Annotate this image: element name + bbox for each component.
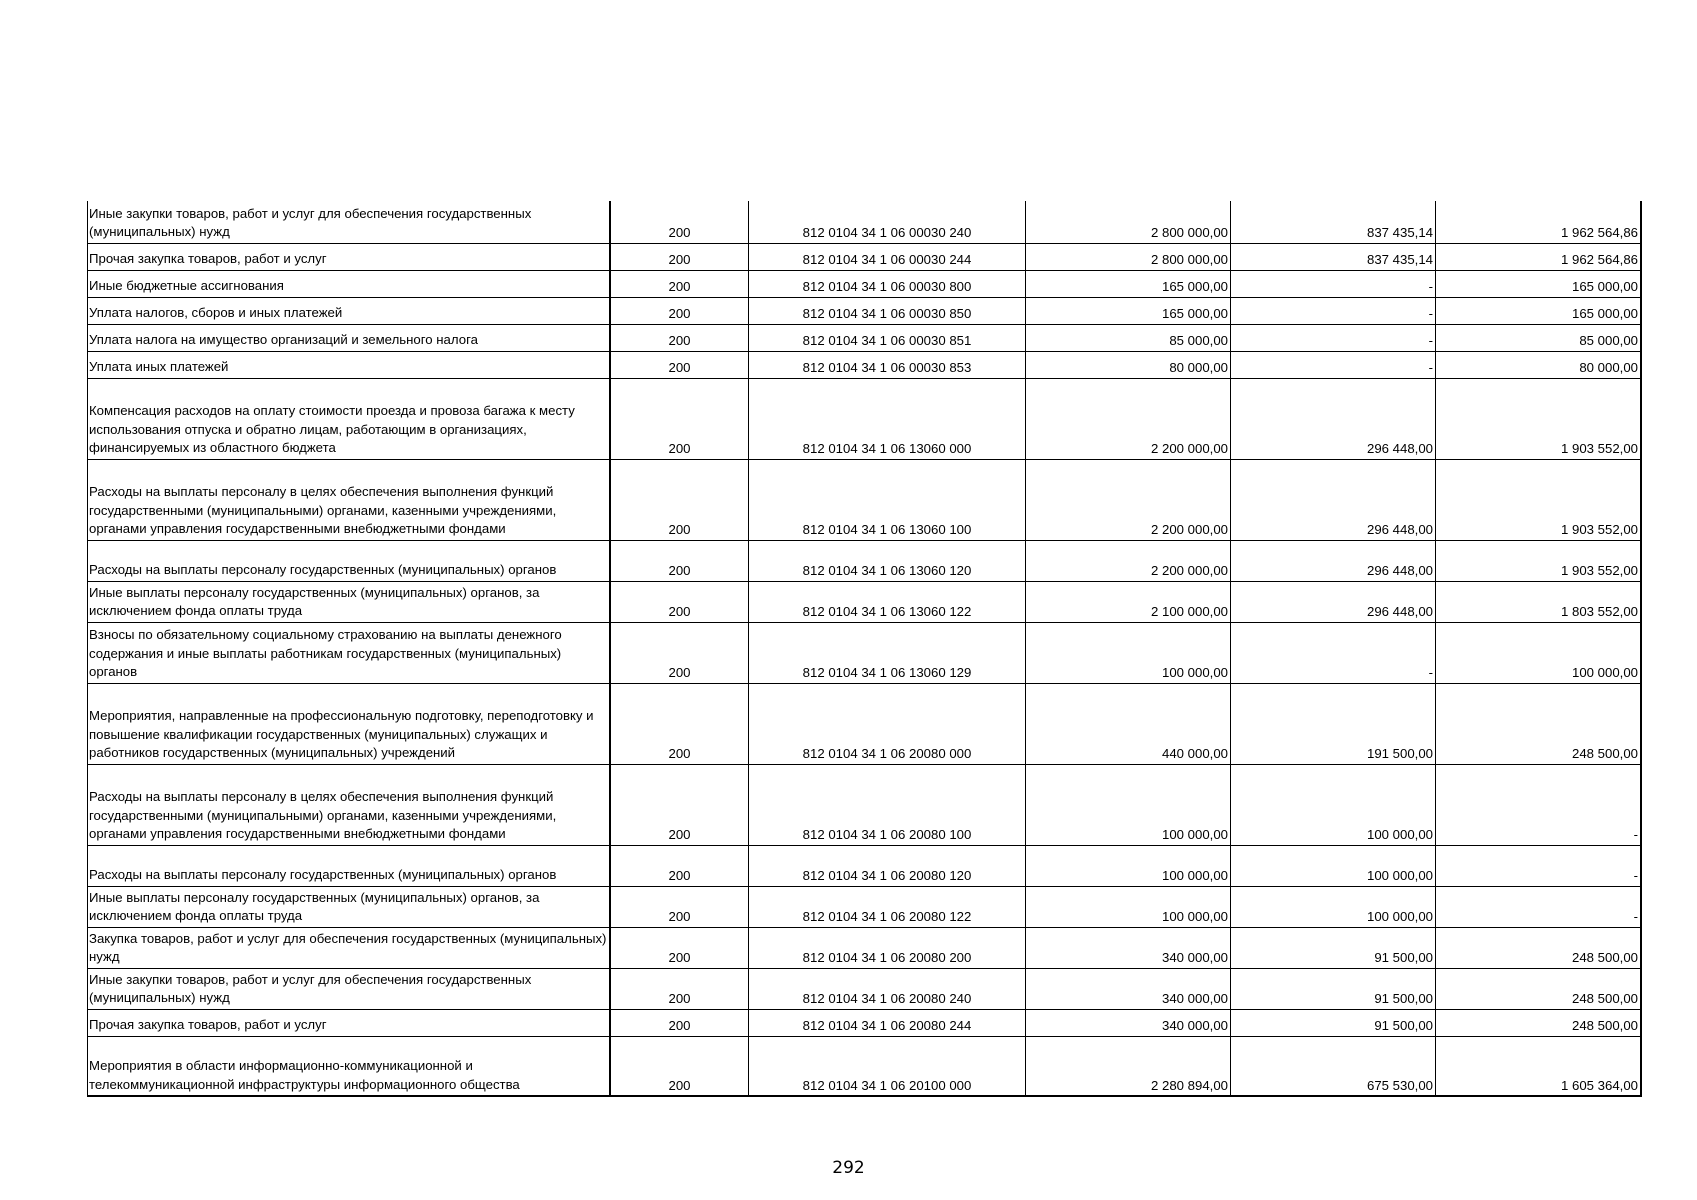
line-code-cell: 200 xyxy=(610,968,749,1009)
approved-amount-cell: 165 000,00 xyxy=(1026,297,1231,324)
row-name-cell xyxy=(88,927,611,968)
budget-code-cell: 812 0104 34 1 06 13060 120 xyxy=(749,540,1026,581)
approved-amount-cell: 100 000,00 xyxy=(1026,622,1231,683)
unexecuted-amount-cell: 85 000,00 xyxy=(1436,324,1642,351)
row-name-cell xyxy=(88,243,611,270)
budget-code-cell: 812 0104 34 1 06 20080 200 xyxy=(749,927,1026,968)
row-name-text: Иные закупки товаров, работ и услуг для обеспечения государственных (муниципальных) нужд xyxy=(89,205,532,239)
row-name-cell xyxy=(88,1009,611,1036)
line-code-cell: 200 xyxy=(610,1036,749,1096)
approved-amount-cell: 340 000,00 xyxy=(1026,927,1231,968)
table-row xyxy=(88,622,1642,683)
row-name-cell xyxy=(88,378,611,459)
executed-amount-cell: - xyxy=(1231,270,1436,297)
unexecuted-amount-cell: 248 500,00 xyxy=(1436,1009,1642,1036)
approved-amount-cell: 2 200 000,00 xyxy=(1026,459,1231,540)
row-name-cell xyxy=(88,459,611,540)
row-name-text: Компенсация расходов на оплату стоимости проезда и провоза багажа к месту использования отпуска и обратно лицам, работающим в организациях, финансируемых из областного бюджета xyxy=(89,403,575,455)
line-code-cell: 200 xyxy=(610,581,749,622)
row-name-text: Мероприятия в области информационно-коммуникационной и телекоммуникационной инфраструктуры информационного общества xyxy=(89,1058,520,1092)
table-row xyxy=(88,324,1642,351)
budget-code-cell: 812 0104 34 1 06 20080 120 xyxy=(749,845,1026,886)
approved-amount-cell: 2 100 000,00 xyxy=(1026,581,1231,622)
table-row xyxy=(88,270,1642,297)
budget-code-cell: 812 0104 34 1 06 13060 129 xyxy=(749,622,1026,683)
table-row xyxy=(88,351,1642,378)
row-name-cell xyxy=(88,764,611,845)
approved-amount-cell: 80 000,00 xyxy=(1026,351,1231,378)
approved-amount-cell: 100 000,00 xyxy=(1026,845,1231,886)
unexecuted-amount-cell: 100 000,00 xyxy=(1436,622,1642,683)
unexecuted-amount-cell: 1 605 364,00 xyxy=(1436,1036,1642,1096)
unexecuted-amount-cell: 1 903 552,00 xyxy=(1436,459,1642,540)
unexecuted-amount-cell: 248 500,00 xyxy=(1436,683,1642,764)
line-code-cell: 200 xyxy=(610,243,749,270)
approved-amount-cell: 100 000,00 xyxy=(1026,886,1231,927)
budget-code-cell: 812 0104 34 1 06 00030 851 xyxy=(749,324,1026,351)
approved-amount-cell: 85 000,00 xyxy=(1026,324,1231,351)
line-code-cell: 200 xyxy=(610,622,749,683)
row-name-cell xyxy=(88,968,611,1009)
row-name-cell xyxy=(88,622,611,683)
unexecuted-amount-cell: 165 000,00 xyxy=(1436,297,1642,324)
executed-amount-cell: 100 000,00 xyxy=(1231,764,1436,845)
executed-amount-cell: 296 448,00 xyxy=(1231,459,1436,540)
executed-amount-cell: 296 448,00 xyxy=(1231,378,1436,459)
row-name-text: Иные закупки товаров, работ и услуг для обеспечения государственных (муниципальных) нужд xyxy=(89,971,532,1005)
approved-amount-cell: 340 000,00 xyxy=(1026,968,1231,1009)
budget-code-cell: 812 0104 34 1 06 00030 240 xyxy=(749,201,1026,243)
line-code-cell: 200 xyxy=(610,201,749,243)
budget-code-cell: 812 0104 34 1 06 20080 100 xyxy=(749,764,1026,845)
line-code-cell: 200 xyxy=(610,886,749,927)
line-code-cell: 200 xyxy=(610,297,749,324)
row-name-text: Расходы на выплаты персоналу государственных (муниципальных) органов xyxy=(89,867,557,882)
table-row xyxy=(88,1009,1642,1036)
executed-amount-cell: 91 500,00 xyxy=(1231,968,1436,1009)
executed-amount-cell: - xyxy=(1231,351,1436,378)
budget-code-cell: 812 0104 34 1 06 00030 800 xyxy=(749,270,1026,297)
executed-amount-cell: 100 000,00 xyxy=(1231,886,1436,927)
unexecuted-amount-cell: 80 000,00 xyxy=(1436,351,1642,378)
executed-amount-cell: 675 530,00 xyxy=(1231,1036,1436,1096)
unexecuted-amount-cell: 1 962 564,86 xyxy=(1436,201,1642,243)
approved-amount-cell: 100 000,00 xyxy=(1026,764,1231,845)
executed-amount-cell: 91 500,00 xyxy=(1231,1009,1436,1036)
unexecuted-amount-cell: 165 000,00 xyxy=(1436,270,1642,297)
row-name-text: Иные выплаты персоналу государственных (муниципальных) органов, за исключением фонда оплаты труда xyxy=(89,889,540,923)
line-code-cell: 200 xyxy=(610,764,749,845)
row-name-cell xyxy=(88,351,611,378)
row-name-text: Иные выплаты персоналу государственных (муниципальных) органов, за исключением фонда оплаты труда xyxy=(89,584,540,618)
approved-amount-cell: 440 000,00 xyxy=(1026,683,1231,764)
budget-table-body xyxy=(88,201,1642,1096)
line-code-cell: 200 xyxy=(610,378,749,459)
budget-code-cell: 812 0104 34 1 06 20080 000 xyxy=(749,683,1026,764)
row-name-cell xyxy=(88,324,611,351)
row-name-text: Расходы на выплаты персоналу в целях обеспечения выполнения функций государственными (муниципальными) органами, казенными учреждениями, органами управления государственными внебюджетными фондами xyxy=(89,789,557,841)
line-code-cell: 200 xyxy=(610,540,749,581)
budget-code-cell: 812 0104 34 1 06 13060 100 xyxy=(749,459,1026,540)
unexecuted-amount-cell: 1 803 552,00 xyxy=(1436,581,1642,622)
budget-code-cell: 812 0104 34 1 06 00030 850 xyxy=(749,297,1026,324)
executed-amount-cell: 91 500,00 xyxy=(1231,927,1436,968)
row-name-cell xyxy=(88,540,611,581)
approved-amount-cell: 165 000,00 xyxy=(1026,270,1231,297)
approved-amount-cell: 2 200 000,00 xyxy=(1026,540,1231,581)
unexecuted-amount-cell: 1 903 552,00 xyxy=(1436,540,1642,581)
table-row xyxy=(88,683,1642,764)
row-name-cell xyxy=(88,270,611,297)
row-name-cell xyxy=(88,201,611,243)
row-name-cell xyxy=(88,1036,611,1096)
approved-amount-cell: 340 000,00 xyxy=(1026,1009,1231,1036)
executed-amount-cell: 837 435,14 xyxy=(1231,243,1436,270)
executed-amount-cell: 296 448,00 xyxy=(1231,581,1436,622)
budget-table xyxy=(87,201,1642,1097)
approved-amount-cell: 2 200 000,00 xyxy=(1026,378,1231,459)
row-name-text: Взносы по обязательному социальному страхованию на выплаты денежного содержания и иные выплаты работникам государственных (муниципальных) органов xyxy=(89,627,562,679)
executed-amount-cell: 296 448,00 xyxy=(1231,540,1436,581)
line-code-cell: 200 xyxy=(610,270,749,297)
row-name-text: Закупка товаров, работ и услуг для обеспечения государственных (муниципальных) нужд xyxy=(89,930,607,964)
row-name-text: Прочая закупка товаров, работ и услуг xyxy=(89,1017,327,1032)
executed-amount-cell: - xyxy=(1231,622,1436,683)
table-row xyxy=(88,764,1642,845)
row-name-text: Расходы на выплаты персоналу в целях обеспечения выполнения функций государственными (муниципальными) органами, казенными учреждениями, органами управления государственными внебюджетными фондами xyxy=(89,484,557,536)
table-row xyxy=(88,968,1642,1009)
table-row xyxy=(88,378,1642,459)
row-name-text: Иные бюджетные ассигнования xyxy=(89,278,284,293)
budget-code-cell: 812 0104 34 1 06 00030 853 xyxy=(749,351,1026,378)
unexecuted-amount-cell: 1 903 552,00 xyxy=(1436,378,1642,459)
table-row xyxy=(88,201,1642,243)
budget-code-cell: 812 0104 34 1 06 20100 000 xyxy=(749,1036,1026,1096)
table-row xyxy=(88,540,1642,581)
row-name-text: Расходы на выплаты персоналу государственных (муниципальных) органов xyxy=(89,562,557,577)
budget-code-cell: 812 0104 34 1 06 13060 122 xyxy=(749,581,1026,622)
executed-amount-cell: 837 435,14 xyxy=(1231,201,1436,243)
line-code-cell: 200 xyxy=(610,845,749,886)
table-row xyxy=(88,1036,1642,1096)
unexecuted-amount-cell: 248 500,00 xyxy=(1436,927,1642,968)
table-row xyxy=(88,927,1642,968)
row-name-text: Уплата иных платежей xyxy=(89,359,229,374)
line-code-cell: 200 xyxy=(610,324,749,351)
row-name-text: Уплата налога на имущество организаций и земельного налога xyxy=(89,332,478,347)
row-name-cell xyxy=(88,581,611,622)
unexecuted-amount-cell: - xyxy=(1436,886,1642,927)
line-code-cell: 200 xyxy=(610,927,749,968)
row-name-cell xyxy=(88,886,611,927)
table-row xyxy=(88,581,1642,622)
budget-code-cell: 812 0104 34 1 06 20080 244 xyxy=(749,1009,1026,1036)
budget-code-cell: 812 0104 34 1 06 20080 122 xyxy=(749,886,1026,927)
unexecuted-amount-cell: 248 500,00 xyxy=(1436,968,1642,1009)
table-row xyxy=(88,243,1642,270)
row-name-text: Уплата налогов, сборов и иных платежей xyxy=(89,305,343,320)
budget-code-cell: 812 0104 34 1 06 00030 244 xyxy=(749,243,1026,270)
approved-amount-cell: 2 800 000,00 xyxy=(1026,201,1231,243)
unexecuted-amount-cell: - xyxy=(1436,764,1642,845)
executed-amount-cell: 100 000,00 xyxy=(1231,845,1436,886)
budget-code-cell: 812 0104 34 1 06 13060 000 xyxy=(749,378,1026,459)
executed-amount-cell: - xyxy=(1231,297,1436,324)
line-code-cell: 200 xyxy=(610,683,749,764)
budget-code-cell: 812 0104 34 1 06 20080 240 xyxy=(749,968,1026,1009)
row-name-cell xyxy=(88,683,611,764)
unexecuted-amount-cell: - xyxy=(1436,845,1642,886)
row-name-cell xyxy=(88,297,611,324)
line-code-cell: 200 xyxy=(610,1009,749,1036)
approved-amount-cell: 2 800 000,00 xyxy=(1026,243,1231,270)
line-code-cell: 200 xyxy=(610,351,749,378)
table-row xyxy=(88,297,1642,324)
table-row xyxy=(88,845,1642,886)
table-row xyxy=(88,459,1642,540)
unexecuted-amount-cell: 1 962 564,86 xyxy=(1436,243,1642,270)
line-code-cell: 200 xyxy=(610,459,749,540)
row-name-cell xyxy=(88,845,611,886)
executed-amount-cell: 191 500,00 xyxy=(1231,683,1436,764)
row-name-text: Прочая закупка товаров, работ и услуг xyxy=(89,251,327,266)
row-name-text: Мероприятия, направленные на профессиональную подготовку, переподготовку и повышение квалификации государственных (муниципальных) служащих и работников государственных (муниципальных) учреждений xyxy=(89,708,594,760)
executed-amount-cell: - xyxy=(1231,324,1436,351)
approved-amount-cell: 2 280 894,00 xyxy=(1026,1036,1231,1096)
page-number: 292 xyxy=(832,1158,865,1178)
table-row xyxy=(88,886,1642,927)
